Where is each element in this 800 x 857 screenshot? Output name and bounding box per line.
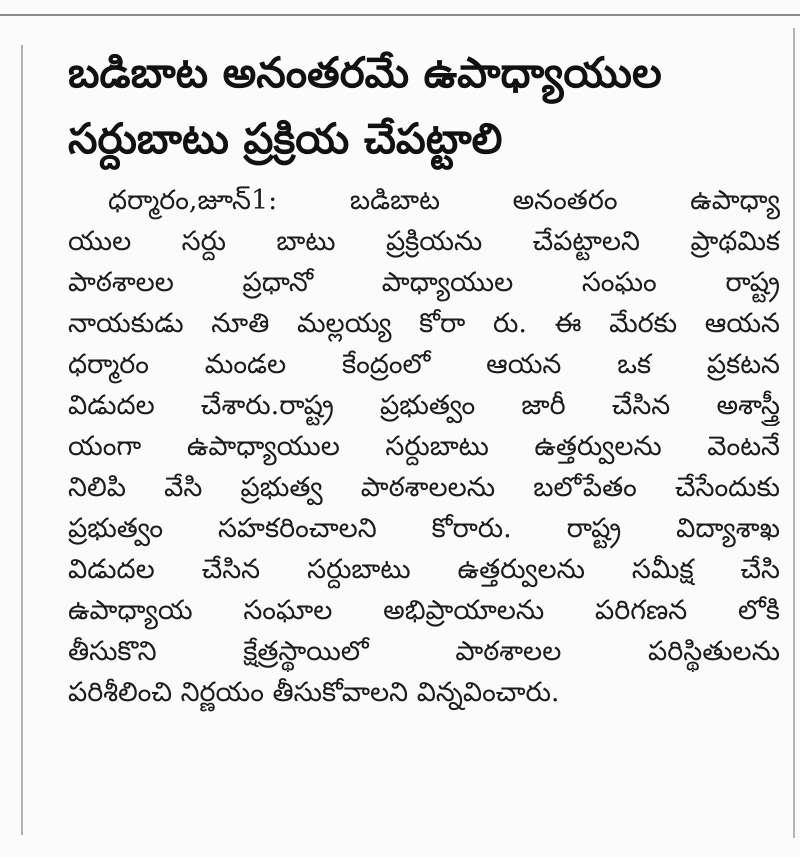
body-line-8: నిలిపి వేసి ప్రభుత్వ పాఠశాలలను బలోపేతం చేసేందుకు [68,472,780,503]
right-column-rule [793,28,795,838]
body-line-11: ఉపాధ్యాయ సంఘాల అభిప్రాయాలను పరిగణన లోకి [68,595,780,626]
body-line-5: ధర్మారం మండల కేంద్రంలో ఆయన ఒక ప్రకటన [68,349,780,380]
article-headline [68,40,780,172]
body-line-4: నాయకుడు నూతి మల్లయ్య కోరా రు. ఈ మేరకు ఆయన [68,308,780,339]
body-line-12: తీసుకొని క్షేత్రస్థాయిలో పాఠశాలల పరిస్థితులను [68,636,780,667]
body-line-1: ధర్మారం,జూన్1: బడిబాట అనంతరం ఉపాధ్యా [108,185,780,216]
body-line-2: యుల సర్దు బాటు ప్రక్రియను చేపట్టాలని ప్రాథమిక [68,226,780,257]
article-body [68,180,780,713]
body-line-10: విడుదల చేసిన సర్దుబాటు ఉత్తర్వులను సమీక్ష చేసి [68,554,780,585]
body-line-3: పాఠశాలల ప్రధానో పాధ్యాయుల సంఘం రాష్ట్ర [68,267,780,298]
body-line-7: యంగా ఉపాధ్యాయుల సర్దుబాటు ఉత్తర్వులను వెంటనే [68,431,780,462]
left-column-rule [21,45,23,835]
headline-line-1: బడిబాట అనంతరమే ఉపాధ్యాయుల [68,48,662,97]
headline-line-2: సర్దుబాటు ప్రక్రియ చేపట్టాలి [68,114,503,163]
body-line-6: విడుదల చేశారు.రాష్ట్ర ప్రభుత్వం జారీ చేసిన అశాస్త్రీ [68,390,780,421]
body-line-13: పరిశీలించి నిర్ణయం తీసుకోవాలని విన్నవించారు. [68,677,560,708]
top-border-rule [0,14,800,16]
news-article [68,40,780,713]
body-line-9: ప్రభుత్వం సహకరించాలని కోరారు. రాష్ట్ర విద్యాశాఖ [68,513,780,544]
